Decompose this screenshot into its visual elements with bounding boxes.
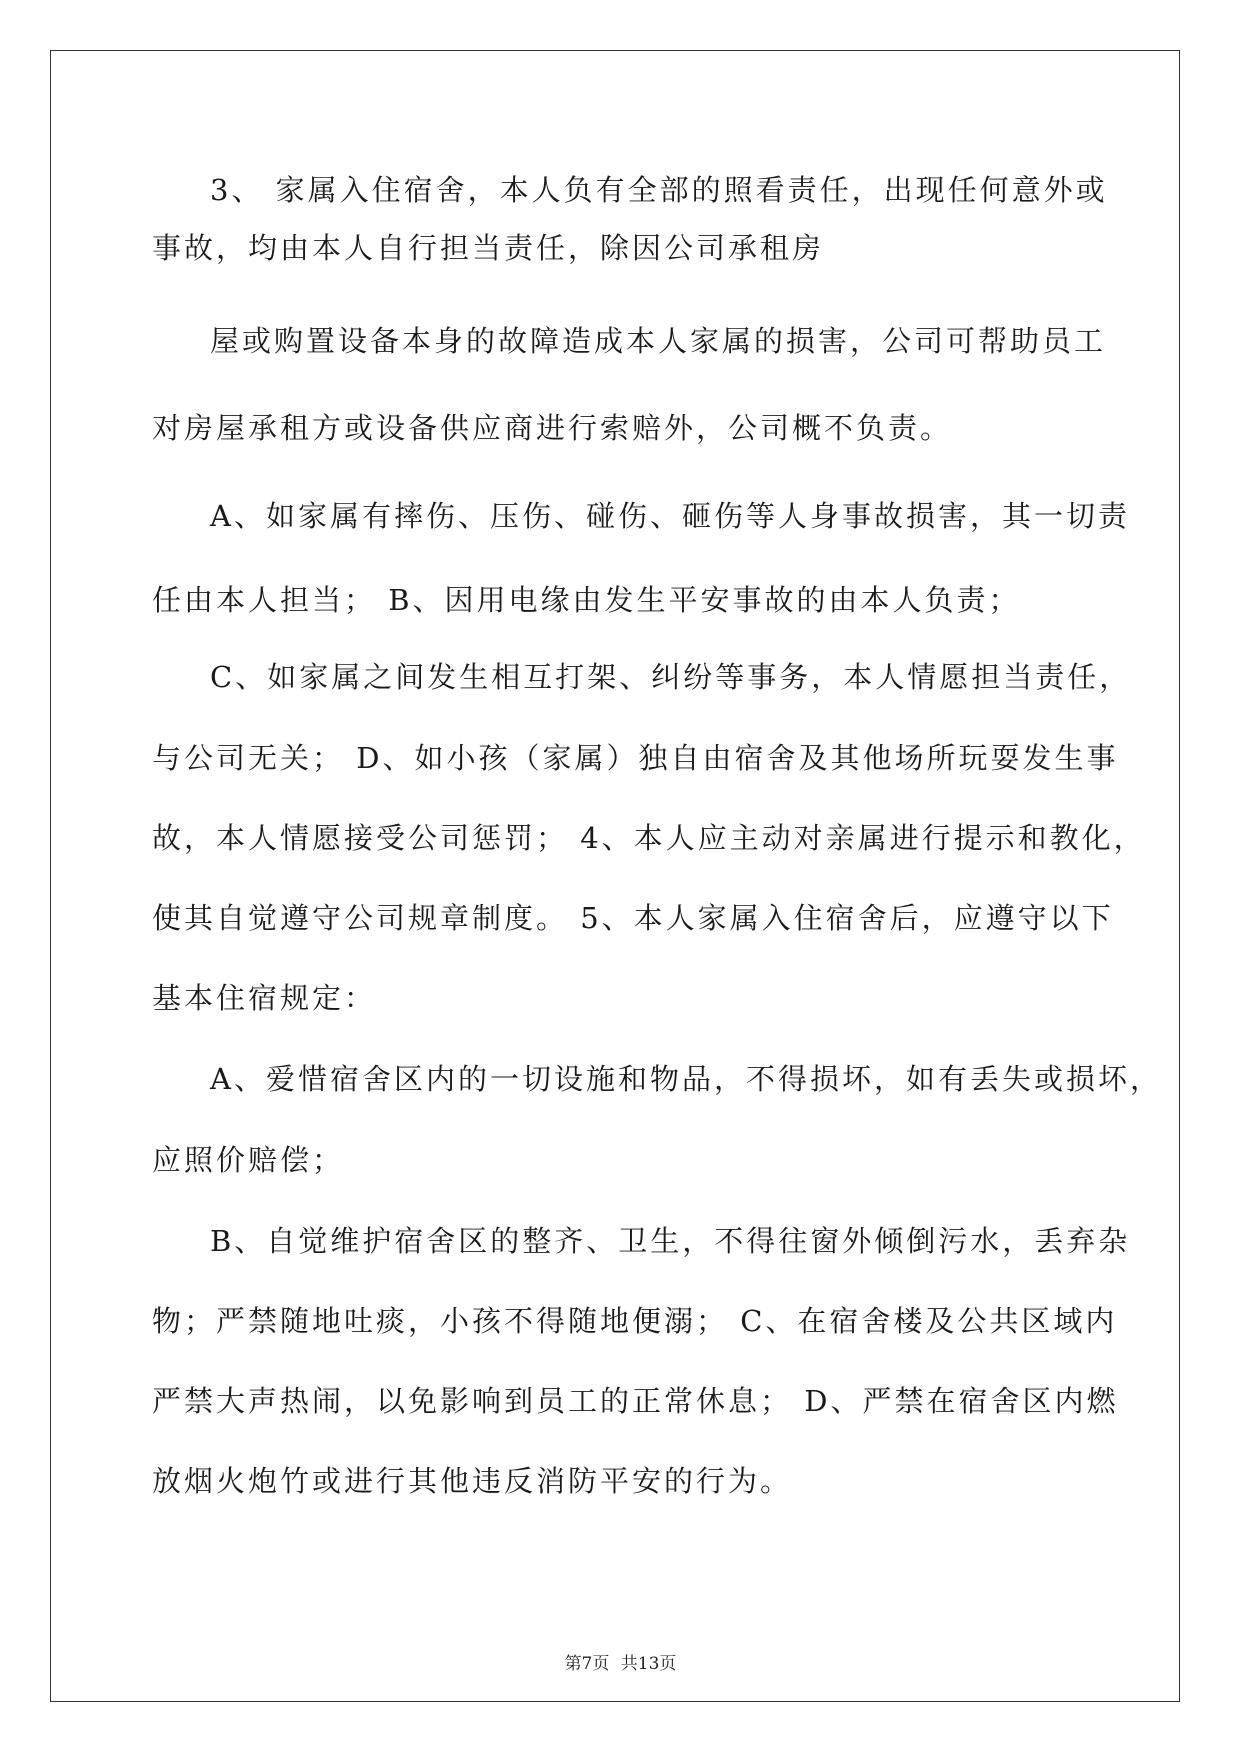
text-line: B、自觉维护宿舍区的整齐、卫生，不得往窗外倾倒污水，丢弃杂: [210, 1224, 1131, 1258]
text-line: 事故，均由本人自行担当责任，除因公司承租房: [152, 231, 825, 265]
text-line: 屋或购置设备本身的故障造成本人家属的损害，公司可帮助员工: [210, 324, 1107, 358]
page-number: 第7页: [564, 1654, 610, 1674]
text-line: 3、 家属入住宿舍，本人负有全部的照看责任，出现任何意外或: [210, 173, 1108, 207]
page-total: 共13页: [620, 1654, 677, 1674]
text-line: 与公司无关； D、如小孩（家属）独自由宿舍及其他场所玩耍发生事: [152, 741, 1119, 775]
page-footer: [0, 1653, 1241, 1675]
text-line: 物；严禁随地吐痰，小孩不得随地便溺； C、在宿舍楼及公共区域内: [152, 1304, 1118, 1338]
page-border: [50, 50, 1180, 1702]
text-line: 对房屋承租方或设备供应商进行索赔外，公司概不负责。: [152, 411, 953, 445]
text-line: 应照价赔偿；: [152, 1143, 345, 1177]
text-line: A、爱惜宿舍区内的一切设施和物品，不得损坏，如有丢失或损坏，: [210, 1062, 1162, 1096]
text-line: C、如家属之间发生相互打架、纠纷等事务，本人情愿担当责任，: [210, 660, 1132, 694]
text-line: 严禁大声热闹，以免影响到员工的正常休息； D、严禁在宿舍区内燃: [152, 1384, 1119, 1418]
text-line: 故，本人情愿接受公司惩罚； 4、本人应主动对亲属进行提示和教化，: [152, 821, 1146, 855]
text-line: 放烟火炮竹或进行其他违反消防平安的行为。: [152, 1464, 793, 1498]
text-line: 基本住宿规定：: [152, 981, 377, 1015]
text-line: A、如家属有摔伤、压伤、碰伤、砸伤等人身事故损害，其一切责: [210, 499, 1130, 533]
text-line: 使其自觉遵守公司规章制度。 5、本人家属入住宿舍后，应遵守以下: [152, 901, 1114, 935]
text-line: 任由本人担当； B、因用电缘由发生平安事故的由本人负责；: [152, 583, 1021, 617]
